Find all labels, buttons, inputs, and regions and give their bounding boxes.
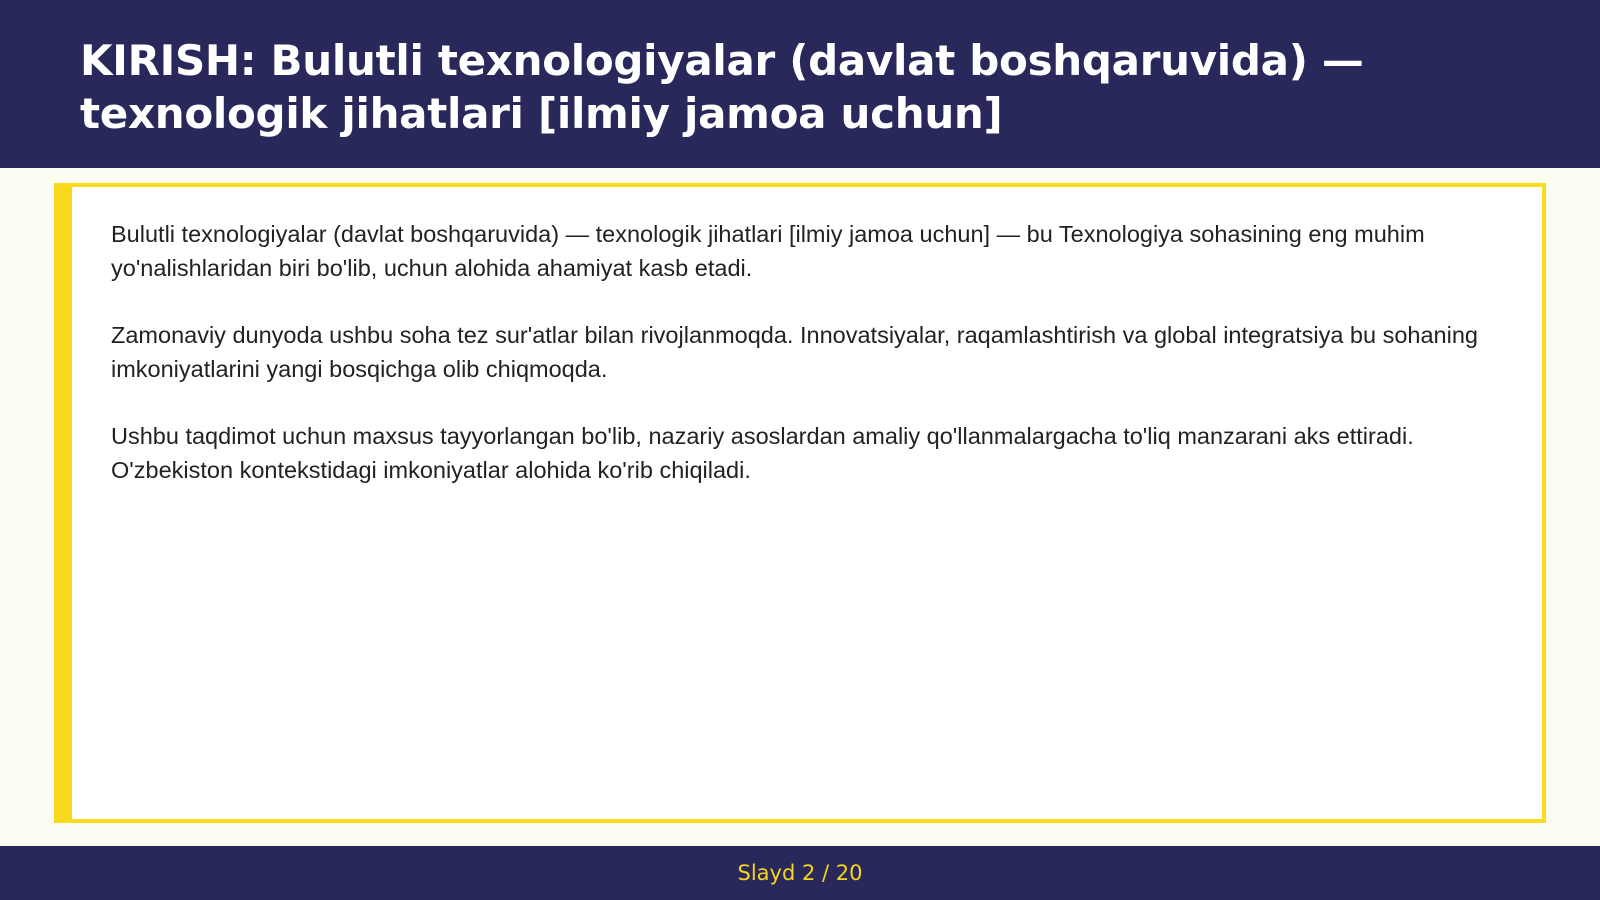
- slide-footer: [0, 846, 1600, 900]
- development-paragraph: Zamonaviy dunyoda ushbu soha tez sur'atlar bilan rivojlanmoqda. Innovatsiyalar, raqamlashtirish va global integratsiya bu sohaning imkoniyatlarini yangi bosqichga olib chiqmoqda.: [111, 322, 1478, 382]
- slide-counter: Slayd 2 / 20: [737, 861, 863, 885]
- presentation-paragraph: Ushbu taqdimot uchun maxsus tayyorlangan bo'lib, nazariy asoslardan amaliy qo'llanmalargacha to'liq manzarani aks ettiradi. O'zbekiston kontekstidagi imkoniyatlar alohida ko'rib chiqiladi.: [111, 423, 1414, 483]
- slide-title-line-2: texnologik jihatlari [ilmiy jamoa uchun]: [80, 89, 1003, 138]
- content-box: [54, 183, 1546, 823]
- slide-header: [0, 0, 1600, 168]
- slide-title-line-1: KIRISH: Bulutli texnologiyalar (davlat boshqaruvida) —: [80, 36, 1364, 85]
- slide-title: [80, 34, 1520, 140]
- intro-paragraph: Bulutli texnologiyalar (davlat boshqaruvida) — texnologik jihatlari [ilmiy jamoa uchun] — bu Texnologiya sohasining eng muhim yo'nalishlaridan biri bo'lib, uchun alohida ahamiyat kasb etadi.: [111, 221, 1425, 281]
